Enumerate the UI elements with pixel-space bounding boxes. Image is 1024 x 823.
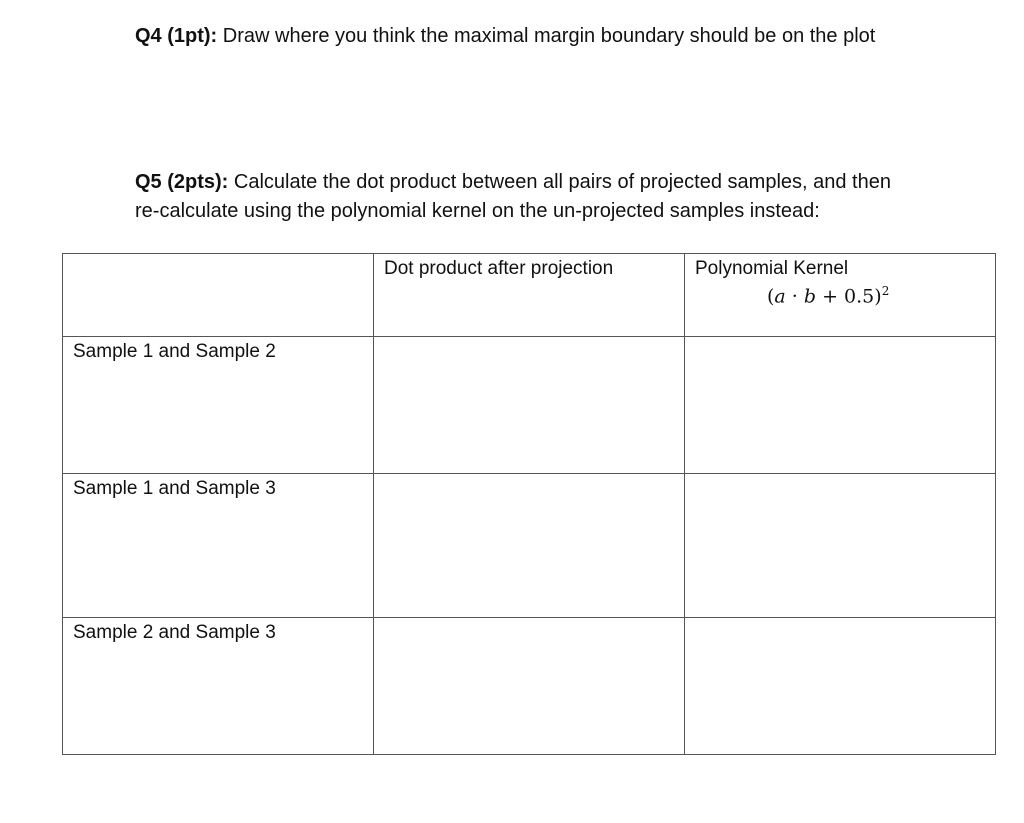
table-header-row (63, 254, 996, 337)
row-label-sample-1-3: Sample 1 and Sample 3 (63, 474, 374, 618)
question-q4 (135, 22, 875, 51)
header-polynomial-kernel (685, 254, 996, 337)
table-row (63, 474, 996, 618)
answer-cell-poly-1-3[interactable] (685, 474, 996, 618)
q5-label: Q5 (2pts): (135, 171, 229, 193)
q4-label: Q4 (1pt): (135, 25, 218, 47)
q5-text-line2: re-calculate using the polynomial kernel on the un-projected samples instead: (135, 200, 820, 222)
answer-cell-dot-1-3[interactable] (374, 474, 685, 618)
polynomial-kernel-label: Polynomial Kernel (695, 258, 849, 279)
header-empty-cell (63, 254, 374, 337)
question-q5 (135, 168, 891, 226)
header-dot-product: Dot product after projection (374, 254, 685, 337)
row-label-sample-1-2: Sample 1 and Sample 2 (63, 337, 374, 474)
q4-text: Draw where you think the maximal margin boundary should be on the plot (217, 25, 876, 47)
answer-cell-poly-2-3[interactable] (685, 618, 996, 755)
row-label-sample-2-3: Sample 2 and Sample 3 (63, 618, 374, 755)
answer-cell-dot-1-2[interactable] (374, 337, 685, 474)
answer-cell-dot-2-3[interactable] (374, 618, 685, 755)
kernel-formula: $(a \cdot b + 0.5)^2$ (767, 284, 890, 308)
table-row (63, 337, 996, 474)
q5-text-line1: Calculate the dot product between all pairs of projected samples, and then (228, 171, 891, 193)
answer-cell-poly-1-2[interactable] (685, 337, 996, 474)
table-row (63, 618, 996, 755)
answer-table (62, 253, 996, 755)
